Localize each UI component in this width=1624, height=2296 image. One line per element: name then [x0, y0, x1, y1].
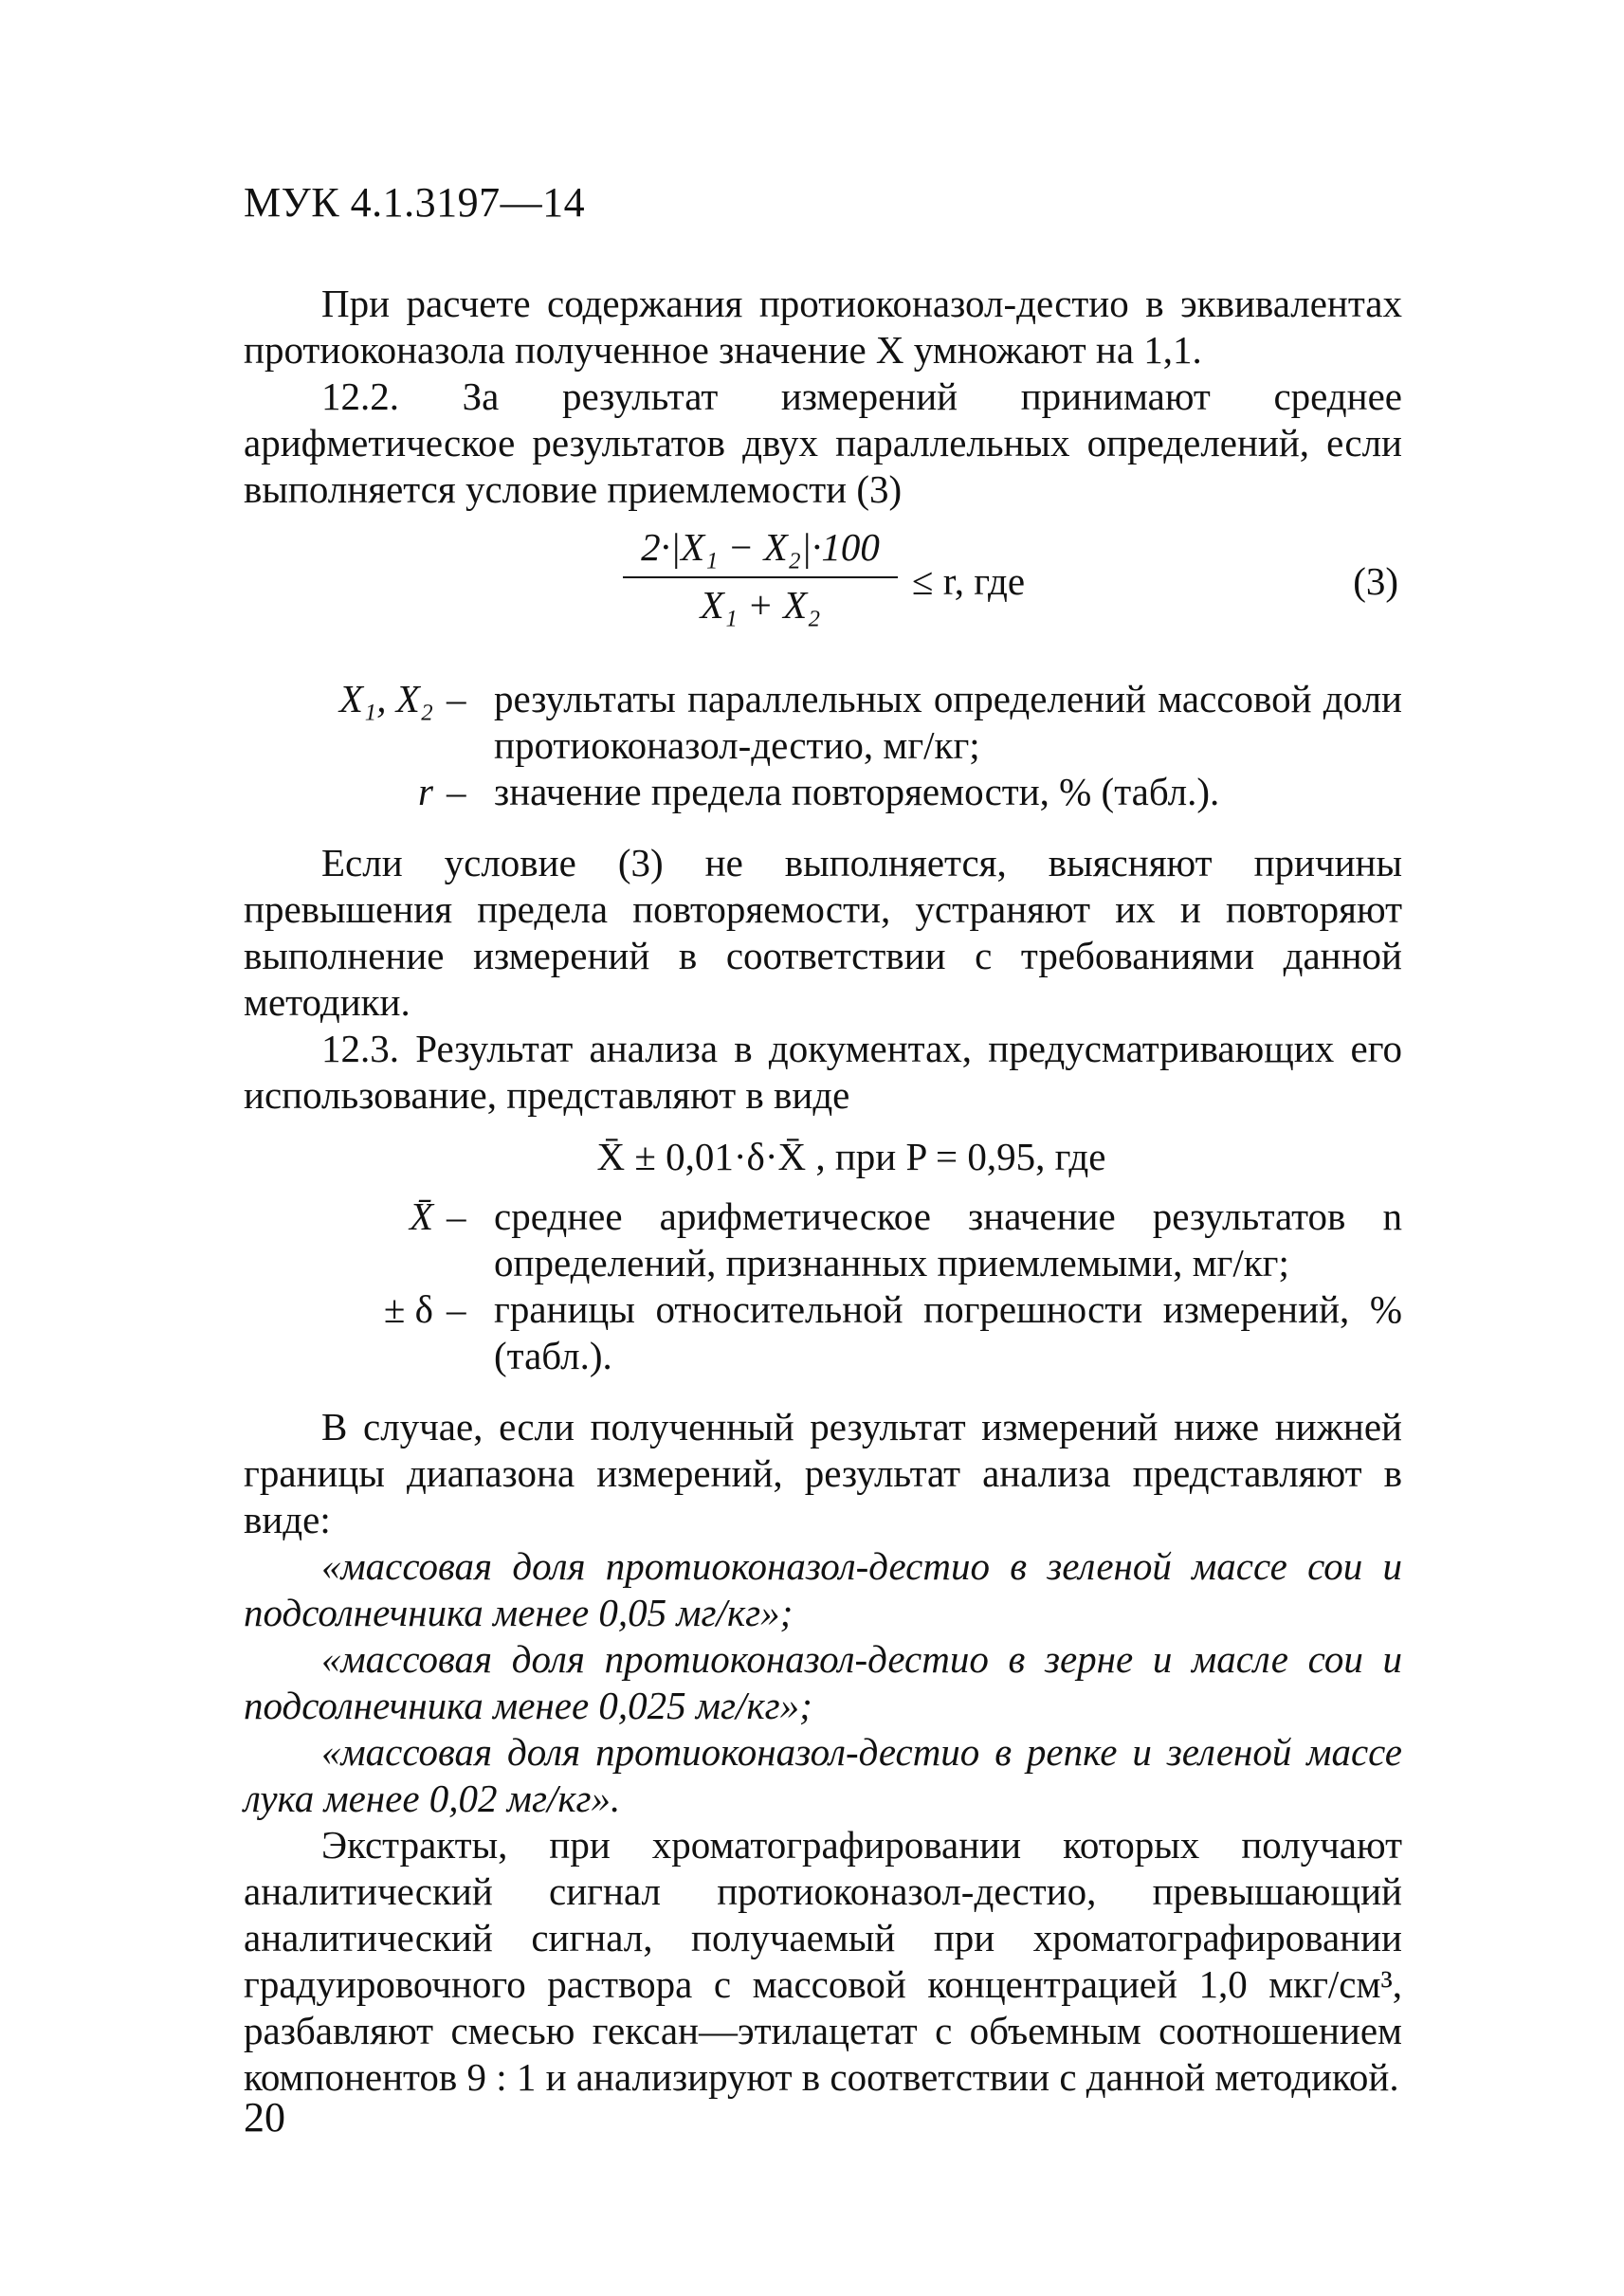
definition-list-2	[244, 1194, 1402, 1379]
paragraph-12-3: 12.3. Результат анализа в документах, предусматривающих его использование, представляют в виде	[244, 1027, 1402, 1117]
page-number: 20	[244, 2094, 285, 2141]
definition-list-1	[244, 676, 1402, 815]
spacer	[244, 815, 1402, 840]
formula-result: X̄ ± 0,01·δ·X̄ , при P = 0,95, где	[596, 1135, 1106, 1178]
formula-denominator: X₁ + X₂	[700, 583, 821, 627]
quote-onion: «массовая доля протиоконазол-дестио в репке и зеленой массе лука менее 0,02 мг/кг».	[244, 1730, 1402, 1820]
definition-symbol: r	[418, 770, 433, 813]
definition-symbol: ± δ	[383, 1287, 433, 1331]
paragraph-conversion: При расчете содержания протиоконазол-дестио в эквивалентах протиоконазола полученное значение X умножают на 1,1.	[244, 282, 1402, 372]
definition-symbol: X₁, X₂	[338, 677, 433, 720]
formula-numerator: 2·|X₁ − X₂|·100	[641, 525, 880, 569]
definition-dash: –	[447, 770, 466, 813]
equation-number: (3)	[1353, 559, 1398, 603]
definition-text: границы относительной погрешности измерений, % (табл.).	[494, 1287, 1402, 1377]
definition-text: значение предела повторяемости, % (табл.).	[494, 770, 1220, 813]
definition-row	[244, 1286, 1402, 1379]
paragraph-condition-failed: Если условие (3) не выполняется, выясняют причины превышения предела повторяемости, устраняют их и повторяют выполнение измерений в соответствии с требованиями данной методики.	[244, 841, 1402, 1024]
formula-acceptability	[244, 520, 1402, 663]
paragraph-below-range: В случае, если полученный результат измерений ниже нижней границы диапазона измерений, результат анализа представляют в виде:	[244, 1405, 1402, 1541]
formula-tail: ≤ r, где	[912, 559, 1026, 603]
paragraph-extracts: Экстракты, при хроматографировании которых получают аналитический сигнал протиоконазол-дестио, превышающий аналитический сигнал, получаемый при хроматографировании градуировочного раствора с массовой концентрацией 1,0 мкг/см³, разбавляют смесью гексан—этилацетат с объемным соотношением компонентов 9 : 1 и анализируют в соответствии с данной методикой.	[244, 1823, 1402, 2099]
page-body	[244, 281, 1402, 2101]
definition-symbol: X̄	[409, 1194, 433, 1238]
document-code-header: МУК 4.1.3197—14	[244, 179, 586, 226]
definition-dash: –	[447, 1194, 466, 1238]
fraction-bar	[623, 576, 898, 578]
definition-text: среднее арифметическое значение результатов n определений, признанных приемлемыми, мг/кг;	[494, 1194, 1402, 1285]
definition-dash: –	[447, 1287, 466, 1331]
definition-row	[244, 676, 1402, 769]
spacer	[244, 1379, 1402, 1404]
paragraph-12-2: 12.2. За результат измерений принимают среднее арифметическое результатов двух параллельных определений, если выполняется условие приемлемости (3)	[244, 374, 1402, 511]
formula-fraction	[623, 524, 898, 629]
definition-row	[244, 769, 1402, 815]
definition-dash: –	[447, 677, 466, 720]
definition-row	[244, 1194, 1402, 1286]
quote-green-mass: «массовая доля протиоконазол-дестио в зеленой массе сои и подсолнечника менее 0,05 мг/кг»;	[244, 1544, 1402, 1634]
quote-grain-oil: «массовая доля протиоконазол-дестио в зерне и масле сои и подсолнечника менее 0,025 мг/кг»;	[244, 1637, 1402, 1727]
definition-text: результаты параллельных определений массовой доли протиоконазол-дестио, мг/кг;	[494, 677, 1402, 767]
